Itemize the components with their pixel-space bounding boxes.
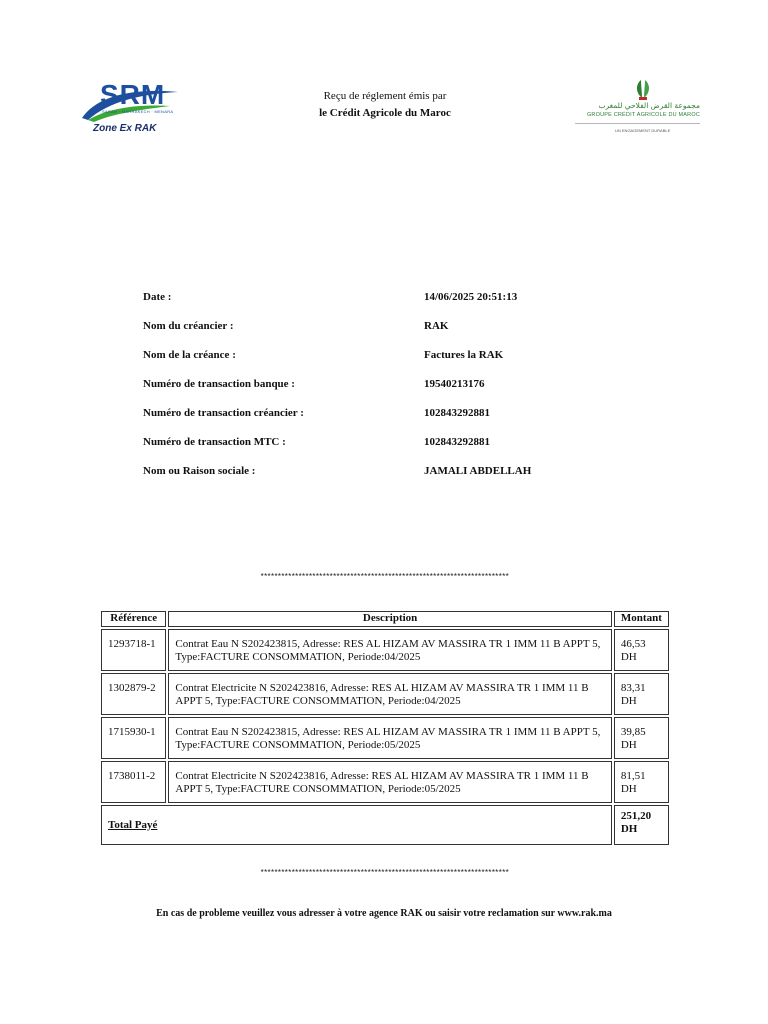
info-value: 102843292881 <box>424 436 490 448</box>
column-header-description: Description <box>168 611 611 627</box>
cell-amount: 83,31 DH <box>614 673 669 715</box>
srm-logo-tagline: SARAH · MARRAKECH · MENARA <box>102 109 174 114</box>
wheat-leaf-icon <box>633 78 653 100</box>
table-total-row <box>101 805 669 845</box>
info-row-mtc-transaction <box>143 436 623 465</box>
title-line-1: Reçu de réglement émis par <box>323 90 447 102</box>
title-line-2: le Crédit Agricole du Maroc <box>319 107 451 119</box>
separator-top: ************************************************************************ <box>259 573 509 582</box>
cam-logo-arabic: مجموعة القرض الفلاحي للمغرب <box>598 101 700 110</box>
info-label: Nom de la créance : <box>143 349 236 361</box>
info-value: 19540213176 <box>424 378 485 390</box>
payment-info <box>143 291 623 494</box>
info-label: Date : <box>143 291 172 303</box>
info-label: Numéro de transaction MTC : <box>143 436 286 448</box>
info-value: RAK <box>424 320 449 332</box>
total-label: Total Payé <box>101 805 612 845</box>
info-row-date <box>143 291 623 320</box>
cell-description: Contrat Eau N S202423815, Adresse: RES AL HIZAM AV MASSIRA TR 1 IMM 11 B APPT 5, Type:FACTURE CONSOMMATION, Periode:05/2025 <box>168 717 611 759</box>
cell-amount: 46,53 DH <box>614 629 669 671</box>
table-row <box>101 629 669 671</box>
table-row <box>101 761 669 803</box>
srm-logo-text: SRM <box>100 79 166 110</box>
info-label: Nom ou Raison sociale : <box>143 465 256 477</box>
total-amount: 251,20 DH <box>614 805 669 845</box>
cam-logo-latin: GROUPE CRÉDIT AGRICOLE DU MAROC <box>586 112 700 118</box>
column-header-amount: Montant <box>614 611 669 627</box>
cell-description: Contrat Electricite N S202423816, Adresse: RES AL HIZAM AV MASSIRA TR 1 IMM 11 B APPT 5, Type:FACTURE CONSOMMATION, Periode:05/2025 <box>168 761 611 803</box>
info-value: Factures la RAK <box>424 349 504 361</box>
cell-reference: 1738011-2 <box>101 761 166 803</box>
table-row <box>101 717 669 759</box>
info-label: Nom du créancier : <box>143 320 234 332</box>
cell-reference: 1715930-1 <box>101 717 166 759</box>
document-title <box>285 88 485 122</box>
info-row-bank-transaction <box>143 378 623 407</box>
info-label: Numéro de transaction banque : <box>143 378 295 390</box>
srm-logo <box>78 80 188 140</box>
info-row-customer-name <box>143 465 623 494</box>
separator-bottom: ************************************************************************ <box>259 869 509 878</box>
info-label: Numéro de transaction créancier : <box>143 407 304 419</box>
column-header-reference: Référence <box>101 611 166 627</box>
cell-reference: 1293718-1 <box>101 629 166 671</box>
info-value: 14/06/2025 20:51:13 <box>424 291 518 303</box>
cam-logo-divider <box>575 123 700 124</box>
cell-description: Contrat Electricite N S202423816, Adresse: RES AL HIZAM AV MASSIRA TR 1 IMM 11 B APPT 5, Type:FACTURE CONSOMMATION, Periode:04/2025 <box>168 673 611 715</box>
footer-note: En cas de probleme veuillez vous adresser à votre agence RAK ou saisir votre reclamation sur www.rak.ma <box>156 908 612 919</box>
table-header-row <box>101 611 669 627</box>
cam-logo-slogan: UN ENGAGEMENT DURABLE <box>615 128 671 133</box>
info-value: JAMALI ABDELLAH <box>424 465 532 477</box>
info-row-creditor <box>143 320 623 349</box>
info-row-creditor-transaction <box>143 407 623 436</box>
info-value: 102843292881 <box>424 407 490 419</box>
cell-amount: 81,51 DH <box>614 761 669 803</box>
invoice-table <box>99 609 671 847</box>
cell-description: Contrat Eau N S202423815, Adresse: RES AL HIZAM AV MASSIRA TR 1 IMM 11 B APPT 5, Type:FACTURE CONSOMMATION, Periode:04/2025 <box>168 629 611 671</box>
cell-reference: 1302879-2 <box>101 673 166 715</box>
credit-agricole-logo <box>575 78 700 140</box>
cell-amount: 39,85 DH <box>614 717 669 759</box>
table-row <box>101 673 669 715</box>
srm-zone-label: Zone Ex RAK <box>93 123 157 134</box>
info-row-claim <box>143 349 623 378</box>
